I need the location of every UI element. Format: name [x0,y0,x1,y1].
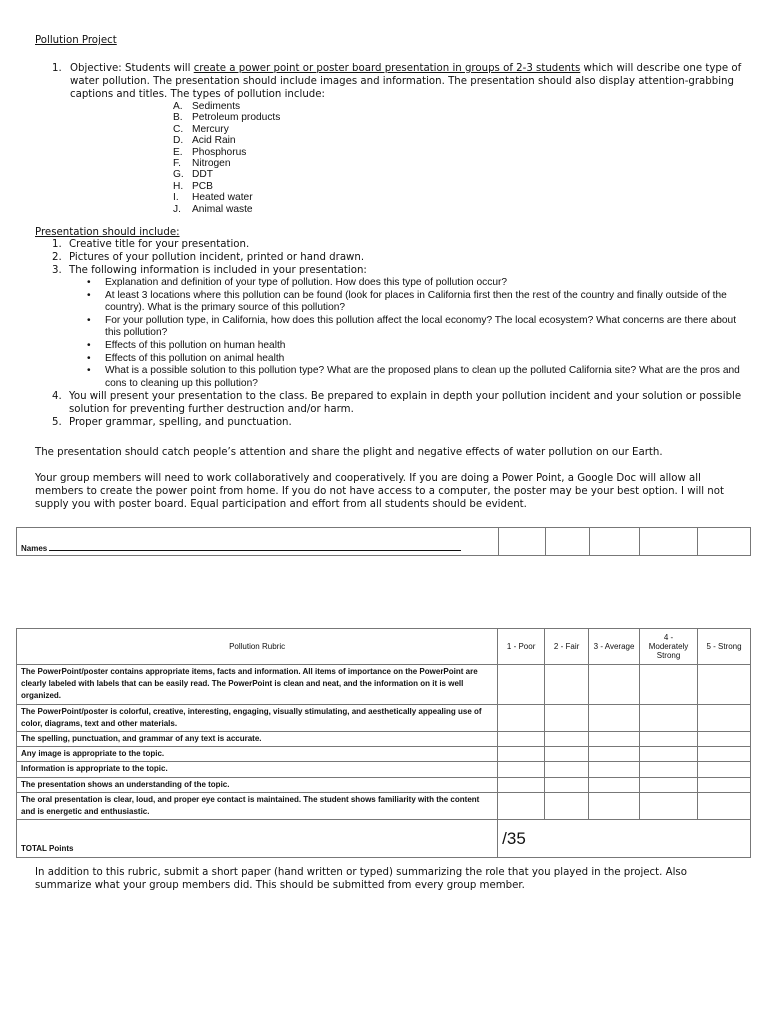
pollution-type-letter: G. [173,169,184,181]
pollution-type-letter: J. [173,203,181,215]
rubric-score-cell[interactable] [498,665,545,705]
objective-label: Objective: [70,63,122,74]
names-score-cell[interactable] [589,528,640,556]
names-score-cell[interactable] [498,528,545,556]
rubric-score-cell[interactable] [545,792,589,819]
rubric-row [17,777,751,792]
rubric-criterion: Any image is appropriate to the topic. [17,747,498,762]
rubric-score-cell[interactable] [640,762,698,777]
rubric-score-cell[interactable] [640,747,698,762]
item-text: Proper grammar, spelling, and punctuation. [69,417,292,429]
info-bullet: • For your pollution type, in California, how does this pollution affect the local economy? The local ecosystem? What concerns are there about this pollution? [69,315,742,340]
rubric-criterion: The oral presentation is clear, loud, and proper eye contact is maintained. The student shows familiarity with the content and is energetic and enthusiastic. [17,792,498,819]
item-text: Pictures of your pollution incident, printed or hand drawn. [69,252,365,263]
pollution-type-item [173,124,280,135]
pollution-type-name: Mercury [192,123,229,135]
pollution-type-letter: D. [173,135,184,147]
pollution-type-item [173,158,280,169]
attention-paragraph: The presentation should catch people’s attention and share the plight and negative effects of water pollution on our Earth. [35,447,663,458]
list-item [52,264,742,390]
rubric-score-cell[interactable] [640,777,698,792]
rubric-row [17,665,751,705]
item-number: 1. [52,239,62,250]
rubric-row [17,762,751,777]
objective-text-post: which will describe one type of water pollution. The presentation should include images and information. The presentation should also display attention-grabbing captions and titles. The types of pollution include: [70,63,742,100]
rubric-score-cell[interactable] [698,747,751,762]
rubric-score-cell[interactable] [589,762,640,777]
rubric-row [17,792,751,819]
rubric-table [16,628,751,858]
info-bullet: • What is a possible solution to this pollution type? What are the proposed plans to clean up the polluted California site? What are the pros and cons to cleaning up this pollution? [69,365,742,390]
rubric-score-cell[interactable] [498,704,545,731]
rubric-column-header: 3 - Average [589,629,640,665]
pollution-type-name: Heated water [192,192,253,204]
names-score-cell[interactable] [545,528,589,556]
list-item [52,416,742,429]
item-number: 5. [52,417,62,429]
pollution-type-name: Acid Rain [192,135,236,147]
rubric-column-header: 4 - Moderately Strong [640,629,698,665]
list-item [52,238,742,251]
rubric-row [17,747,751,762]
rubric-score-cell[interactable] [589,792,640,819]
summary-paragraph: In addition to this rubric, submit a short paper (hand written or typed) summarizing the role that you played in the project. Also summarize what your group members did. This should be submitted from every group member. [35,867,687,891]
info-bullet: • Effects of this pollution on human health [69,340,742,353]
names-label: Names [21,544,48,553]
rubric-column-header: 5 - Strong [698,629,751,665]
info-bullets [69,277,742,390]
list-item [52,251,742,264]
info-bullet: • Effects of this pollution on animal health [69,353,742,366]
names-write-line [49,543,461,551]
rubric-criterion: The presentation shows an understanding of the topic. [17,777,498,792]
pollution-type-name: PCB [192,180,213,192]
item-number: 3. [52,265,62,276]
pollution-type-name: Nitrogen [192,158,231,170]
total-score: /35 [498,820,751,858]
rubric-score-cell[interactable] [498,732,545,747]
rubric-score-cell[interactable] [640,732,698,747]
page-title: Pollution Project [35,35,117,46]
names-table [16,527,751,556]
rubric-score-cell[interactable] [698,777,751,792]
pollution-type-name: DDT [192,169,213,181]
rubric-score-cell[interactable] [545,732,589,747]
rubric-score-cell[interactable] [545,777,589,792]
rubric-score-cell[interactable] [640,704,698,731]
rubric-score-cell[interactable] [498,777,545,792]
rubric-score-cell[interactable] [698,762,751,777]
rubric-score-cell[interactable] [589,732,640,747]
names-score-cell[interactable] [640,528,698,556]
rubric-score-cell[interactable] [589,665,640,705]
info-bullet: • Explanation and definition of your type of pollution. How does this type of pollution occur? [69,277,742,290]
objective-number: 1. [52,63,62,74]
rubric-score-cell[interactable] [698,732,751,747]
rubric-title: Pollution Rubric [17,629,498,665]
rubric-row [17,704,751,731]
pollution-type-item [173,181,280,192]
pollution-type-letter: E. [173,146,183,158]
info-bullet: • At least 3 locations where this pollution can be found (look for places in California first then the rest of the country and finally outside of the country). What is the primary source of this pollution? [69,290,742,315]
rubric-column-header: 1 - Poor [498,629,545,665]
pollution-type-name: Animal waste [192,203,253,215]
rubric-criterion: The spelling, punctuation, and grammar of any text is accurate. [17,732,498,747]
rubric-score-cell[interactable] [545,747,589,762]
rubric-score-cell[interactable] [640,792,698,819]
total-label: TOTAL Points [17,820,498,858]
rubric-score-cell[interactable] [698,665,751,705]
rubric-score-cell[interactable] [498,792,545,819]
rubric-score-cell[interactable] [498,747,545,762]
names-score-cell[interactable] [698,528,751,556]
objective-text-pre: Students will [121,63,194,74]
rubric-score-cell[interactable] [545,665,589,705]
rubric-score-cell[interactable] [589,747,640,762]
pollution-type-item [173,169,280,180]
names-field[interactable] [17,528,499,556]
item-text: You will present your presentation to the class. Be prepared to explain in depth your pollution incident and your solution or possible solution for preventing further destruction and/or harm. [69,391,742,416]
rubric-column-header: 2 - Fair [545,629,589,665]
include-heading: Presentation should include: [35,227,180,238]
pollution-types-list [173,101,280,215]
pollution-type-item [173,192,280,203]
item-number: 2. [52,252,62,263]
list-item [52,390,742,416]
pollution-type-letter: H. [173,180,184,192]
rubric-score-cell[interactable] [545,704,589,731]
objective-underlined-text: create a power point or poster board presentation in groups of 2-3 students [193,63,581,74]
pollution-type-item [173,135,280,146]
pollution-type-letter: I. [173,192,179,204]
rubric-criterion: The PowerPoint/poster contains appropriate items, facts and information. All items of importance on the PowerPoint are clearly labeled with labels that can be easily read. The PowerPoint is clean and neat, and the information on it is well organized. [17,665,498,705]
pollution-type-letter: F. [173,158,181,170]
pollution-type-item [173,204,280,215]
pollution-type-name: Sediments [192,101,241,112]
objective-paragraph [52,62,742,101]
pollution-type-item [173,112,280,123]
rubric-header-row [17,629,751,665]
pollution-type-item [173,101,280,112]
rubric-score-cell[interactable] [545,762,589,777]
rubric-score-cell[interactable] [589,704,640,731]
rubric-score-cell[interactable] [498,762,545,777]
rubric-score-cell[interactable] [640,665,698,705]
pollution-type-name: Petroleum products [192,112,281,124]
pollution-type-letter: C. [173,123,184,135]
rubric-total-row [17,820,751,858]
collaboration-paragraph: Your group members will need to work collaboratively and cooperatively. If you are doing a Power Point, a Google Doc will allow all members to create the power point from home. If you do not have access to a computer, the poster may be your best option. I will not supply you with poster board. Equal participation and effort from all students should be evident. [35,473,724,510]
pollution-type-letter: A. [173,101,183,112]
rubric-score-cell[interactable] [698,704,751,731]
pollution-type-item [173,147,280,158]
item-text: The following information is included in your presentation: [69,265,367,276]
rubric-score-cell[interactable] [698,792,751,819]
rubric-body [17,629,751,858]
rubric-criterion: Information is appropriate to the topic. [17,762,498,777]
rubric-criterion: The PowerPoint/poster is colorful, creative, interesting, engaging, visually stimulating, and aesthetically appealing use of color, diagrams, text and other materials. [17,704,498,731]
rubric-row [17,732,751,747]
item-number: 4. [52,391,62,403]
include-list [52,238,742,429]
pollution-type-name: Phosphorus [192,146,247,158]
item-text: Creative title for your presentation. [69,239,250,250]
rubric-score-cell[interactable] [589,777,640,792]
pollution-type-letter: B. [173,112,183,124]
